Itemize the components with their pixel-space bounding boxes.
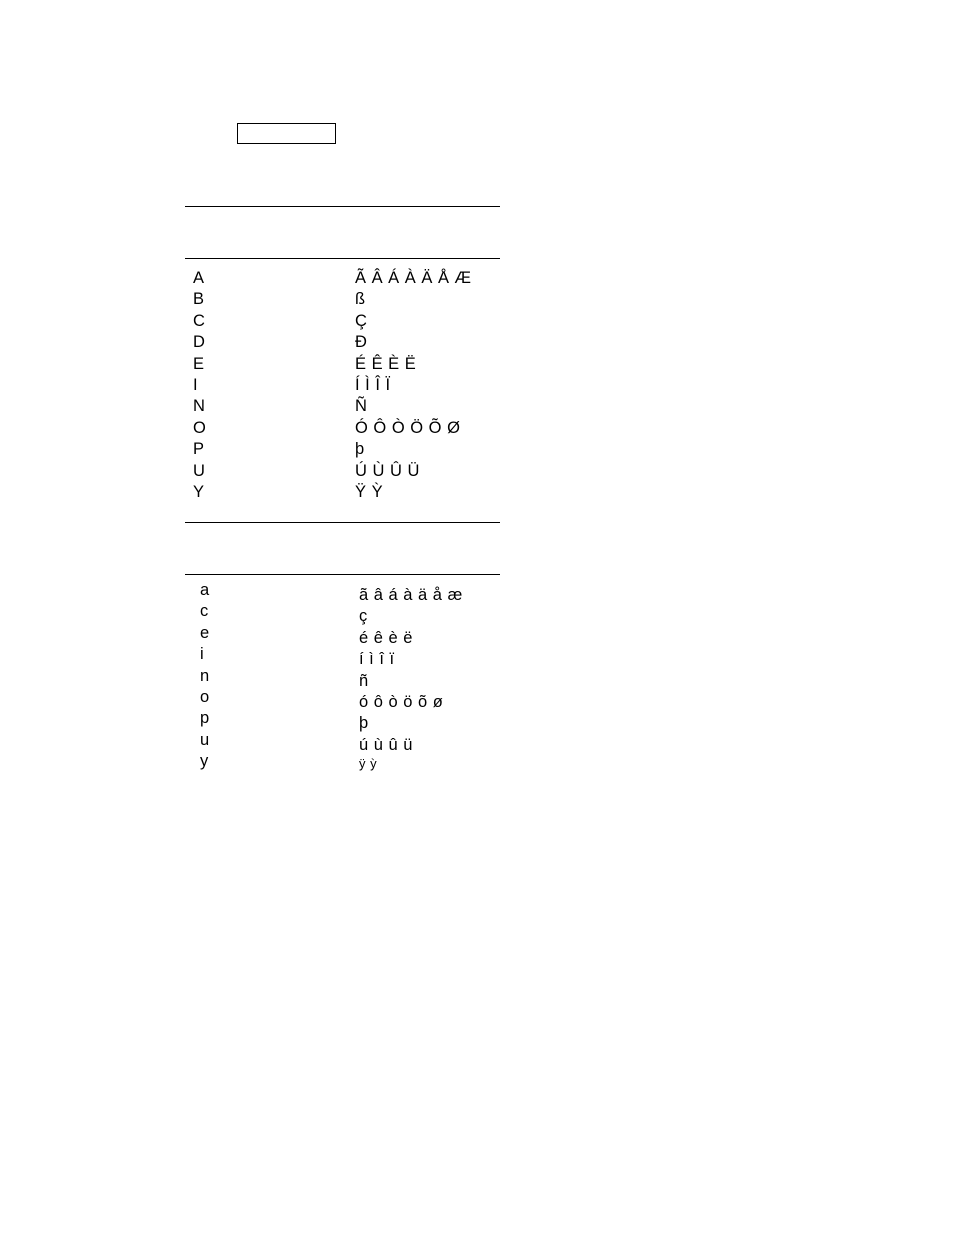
uppercase-header-rule [185,258,500,259]
table-row [185,687,500,711]
accented-variants: þ [359,714,369,733]
base-letter: e [200,623,210,642]
base-letter: p [200,709,210,728]
accented-variants: ã â á à ä å æ [359,586,463,604]
table-row [185,332,500,353]
table-row [185,623,500,647]
base-letter: E [193,354,205,373]
lowercase-table [185,580,500,773]
table-row [185,268,500,289]
base-letter: B [193,290,205,309]
accented-variants: ç [359,607,368,626]
accented-variants: Ñ [355,397,367,416]
base-letter: I [193,375,198,394]
table-row [185,354,500,375]
accented-variants: ß [355,290,366,309]
base-letter: O [193,418,206,437]
table-row [185,482,500,503]
accented-variants: Ú Ù Û Ü [355,461,420,480]
accented-variants: Ç [355,311,367,330]
uppercase-table [185,268,500,503]
base-letter: U [193,461,205,480]
base-letter: u [200,730,210,749]
base-letter: A [193,269,205,287]
table-row [185,708,500,733]
table-row [185,644,500,669]
base-letter: Y [193,482,205,501]
base-letter: D [193,333,205,352]
accented-variants: ú ù û ü [359,735,413,754]
table-row [185,439,500,460]
table-row [185,396,500,417]
accented-variants: Ð [355,333,367,352]
accented-variants: Ÿ Ỳ [355,482,383,501]
base-letter: P [193,440,205,459]
accented-variants: ó ô ò ö õ ø [359,692,443,711]
table-row [185,666,500,690]
table-row [185,375,500,396]
base-letter: a [200,581,210,599]
table-row [185,311,500,332]
table-row [185,418,500,439]
base-letter: N [193,397,205,416]
accented-variants: ñ [359,671,369,690]
blank-title-box [237,123,336,144]
base-letter: C [193,311,205,330]
table-row [185,730,500,754]
accented-variants: ÿ ỳ [359,756,377,772]
table-top-rule [185,206,500,207]
base-letter: o [200,687,210,706]
accented-variants: é ê è ë [359,628,413,647]
accented-variants: Í Ì Î Ï [355,375,391,394]
table-row [185,580,500,604]
table-row [185,461,500,482]
section-divider-rule [185,522,500,523]
accented-variants: þ [355,440,365,459]
accented-variants: Ã Â Á À Ä Å Æ [355,269,472,287]
base-letter: i [200,645,204,664]
accented-variants: É Ê È Ë [355,354,416,373]
lowercase-header-rule [185,574,500,575]
base-letter: n [200,666,210,685]
base-letter: c [200,602,209,621]
accented-variants: Ó Ô Ò Ö Õ Ø [355,418,460,437]
base-letter: y [200,752,209,771]
accented-variants: í ì î ï [359,650,395,669]
table-row [185,601,500,626]
table-row [185,751,500,772]
table-row [185,289,500,310]
